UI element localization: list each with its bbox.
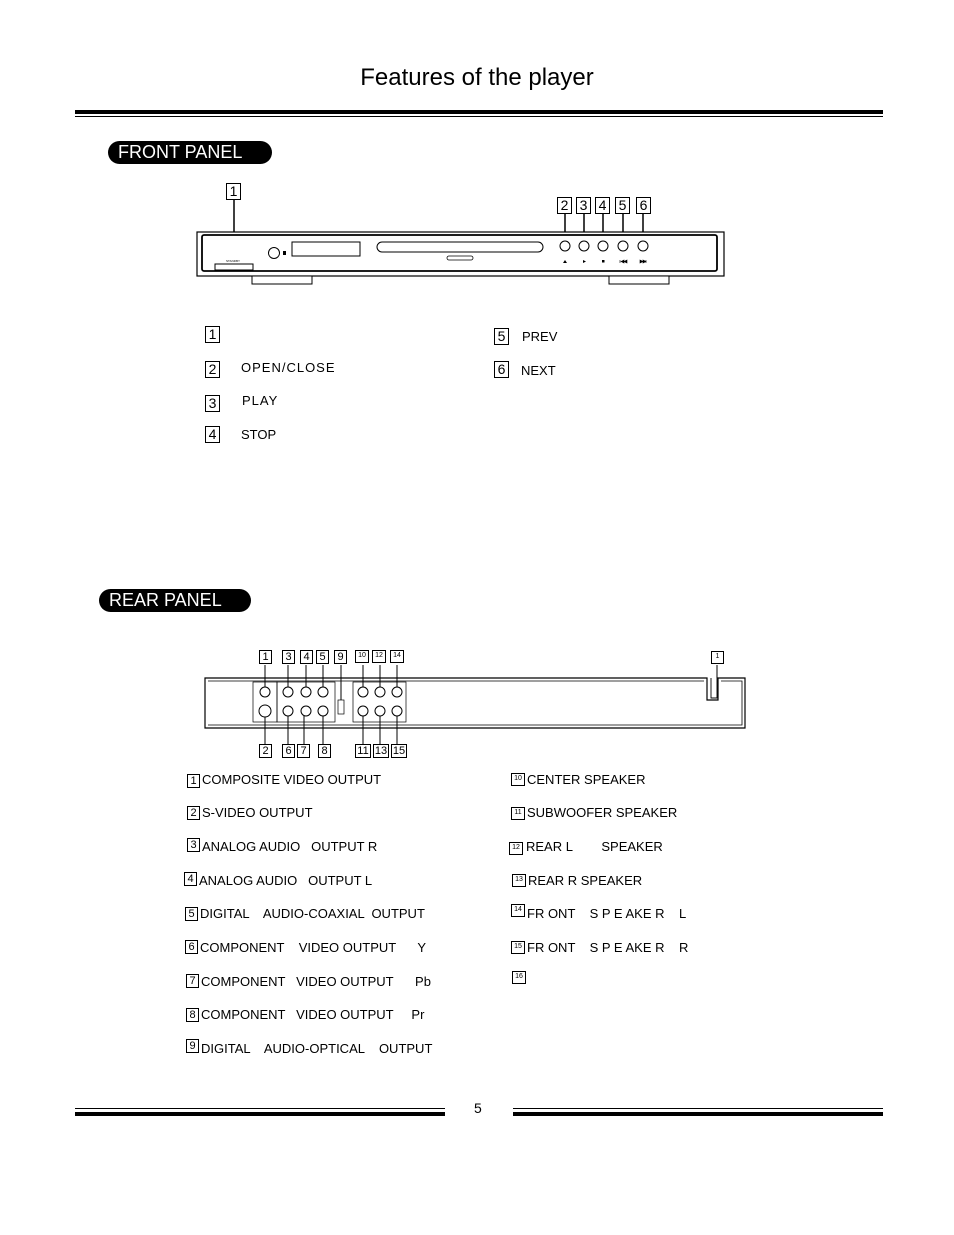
- player-foot-left: [252, 276, 312, 284]
- display-window: [292, 242, 360, 256]
- rear-callout-bottom-11: 11: [355, 744, 371, 758]
- rear-callout-top-4: 4: [300, 650, 313, 664]
- rear-callout-top-5: 5: [316, 650, 329, 664]
- composite-jack: [260, 687, 270, 697]
- page-number: 5: [474, 1100, 482, 1116]
- front-callout-5: 5: [615, 197, 630, 214]
- rear-callout-bottom-13: 13: [374, 745, 388, 757]
- footer-rule-right-thick: [513, 1112, 883, 1116]
- page-title: Features of the player: [360, 64, 594, 91]
- rear-item-num-5: 5: [185, 907, 198, 921]
- rear-item-num-7: 7: [186, 974, 199, 988]
- front-panel-heading: FRONT PANEL: [108, 141, 272, 164]
- rear-r-jack: [375, 706, 385, 716]
- rear-item-num-13: 13: [512, 874, 526, 887]
- front-callout-6: 6: [636, 197, 651, 214]
- rear-callout-top-10: 10: [355, 650, 369, 663]
- power-inlet: [711, 678, 717, 698]
- rear-callout-bottom-8: 8: [318, 744, 331, 758]
- rear-item-label-13: REAR R SPEAKER: [528, 873, 643, 888]
- rear-item-num-9: 9: [186, 1039, 199, 1053]
- front-callout-4: 4: [595, 197, 610, 214]
- front-item-num-5: 5: [494, 328, 509, 345]
- front-item-num-3: 3: [205, 395, 220, 412]
- front-r-jack: [392, 706, 402, 716]
- ir-sensor-icon: [269, 248, 280, 259]
- stop-button: [598, 241, 608, 251]
- rear-item-num-8: 8: [186, 1008, 199, 1022]
- rear-panel-heading: REAR PANEL: [99, 589, 251, 612]
- front-item-label-5: PREV: [522, 329, 558, 344]
- rear-callout-bottom-6: 6: [282, 744, 295, 758]
- rear-item-label-5: DIGITAL AUDIO-COAXIAL OUTPUT: [200, 906, 425, 921]
- rear-callout-top-9: 9: [334, 650, 347, 664]
- rear-item-label-7: COMPONENT VIDEO OUTPUT Pb: [201, 974, 431, 989]
- rear-callout-top-power: 1: [711, 651, 724, 664]
- rear-item-num-10: 10: [511, 773, 525, 786]
- rear-item-label-8: COMPONENT VIDEO OUTPUT Pr: [201, 1007, 425, 1022]
- rear-item-num-2: 2: [187, 806, 200, 820]
- header-rule-thick: [75, 110, 883, 114]
- rear-item-num-14: 14: [511, 904, 525, 917]
- rear-callout-top-3: 3: [282, 650, 295, 664]
- rear-item-label-11: SUBWOOFER SPEAKER: [527, 805, 678, 820]
- front-item-num-4: 4: [205, 426, 220, 443]
- rear-item-num-12: 12: [509, 842, 523, 855]
- front-panel-diagram: [190, 180, 735, 290]
- rear-callout-top-1: 1: [259, 650, 272, 664]
- rear-item-label-3: ANALOG AUDIO OUTPUT R: [202, 839, 378, 854]
- rear-item-num-6: 6: [185, 940, 198, 954]
- play-button: [579, 241, 589, 251]
- rear-item-label-6: COMPONENT VIDEO OUTPUT Y: [200, 940, 427, 955]
- rear-item-num-3: 3: [187, 838, 200, 852]
- rear-item-num-11: 11: [511, 807, 525, 820]
- rear-item-label-10: CENTER SPEAKER: [527, 772, 646, 787]
- subwoofer-jack: [358, 706, 368, 716]
- coaxial-jack: [318, 687, 328, 697]
- rear-item-label-14: FR ONT S P E AKE R L: [527, 906, 687, 921]
- front-item-label-4: STOP: [241, 427, 277, 442]
- front-item-num-6: 6: [494, 361, 509, 378]
- s-video-jack: [259, 705, 271, 717]
- open-close-button: [560, 241, 570, 251]
- rear-item-num-4: 4: [184, 872, 197, 886]
- front-l-jack: [392, 687, 402, 697]
- footer-rule-left-thick: [75, 1112, 445, 1116]
- rear-item-label-4: ANALOG AUDIO OUTPUT L: [199, 873, 373, 888]
- front-item-num-2: 2: [205, 361, 220, 378]
- component-pr-jack: [318, 706, 328, 716]
- rear-callout-top-14: 14: [390, 650, 404, 663]
- rear-item-label-2: S-VIDEO OUTPUT: [202, 805, 313, 820]
- rear-item-label-15: FR ONT S P E AKE R R: [527, 940, 689, 955]
- front-item-label-3: PLAY: [242, 393, 279, 408]
- disc-tray: [377, 242, 543, 252]
- rear-item-num-16: 16: [512, 971, 526, 984]
- front-item-label-2: OPEN/CLOSE: [241, 360, 336, 375]
- player-foot-right: [609, 276, 669, 284]
- rear-item-num-15: 15: [511, 941, 525, 954]
- audio-r-jack: [283, 687, 293, 697]
- front-callout-2: 2: [557, 197, 572, 214]
- standby-button: [215, 264, 253, 270]
- standby-text: STANDBY: [226, 259, 240, 263]
- front-item-num-1: 1: [205, 326, 220, 343]
- rear-panel-diagram: [200, 660, 750, 755]
- front-callout-1: 1: [226, 183, 241, 200]
- rear-callout-bottom-7: 7: [297, 744, 310, 758]
- rear-callout-top-12: 12: [372, 650, 386, 663]
- rear-item-label-9: DIGITAL AUDIO-OPTICAL OUTPUT: [201, 1041, 433, 1056]
- header-rule-thin: [75, 116, 883, 117]
- power-led-icon: [283, 251, 286, 255]
- rear-item-label-12: REAR L SPEAKER: [526, 839, 663, 854]
- component-pb-jack: [301, 706, 311, 716]
- rear-item-label-1: COMPOSITE VIDEO OUTPUT: [202, 772, 382, 787]
- disc-tray-slot: [447, 256, 473, 260]
- footer-rule-right-thin: [513, 1108, 883, 1109]
- footer-rule-left-thin: [75, 1108, 445, 1109]
- rear-item-num-1: 1: [187, 774, 200, 788]
- component-y-jack: [283, 706, 293, 716]
- rear-l-jack: [375, 687, 385, 697]
- rear-callout-bottom-2: 2: [259, 744, 272, 758]
- rear-body: [205, 678, 745, 728]
- rear-callout-bottom-15: 15: [392, 745, 406, 757]
- front-callout-3: 3: [576, 197, 591, 214]
- next-button: [638, 241, 648, 251]
- center-jack: [358, 687, 368, 697]
- front-item-label-6: NEXT: [521, 363, 556, 378]
- stop-icon: [602, 260, 605, 263]
- prev-button: [618, 241, 628, 251]
- audio-l-jack: [301, 687, 311, 697]
